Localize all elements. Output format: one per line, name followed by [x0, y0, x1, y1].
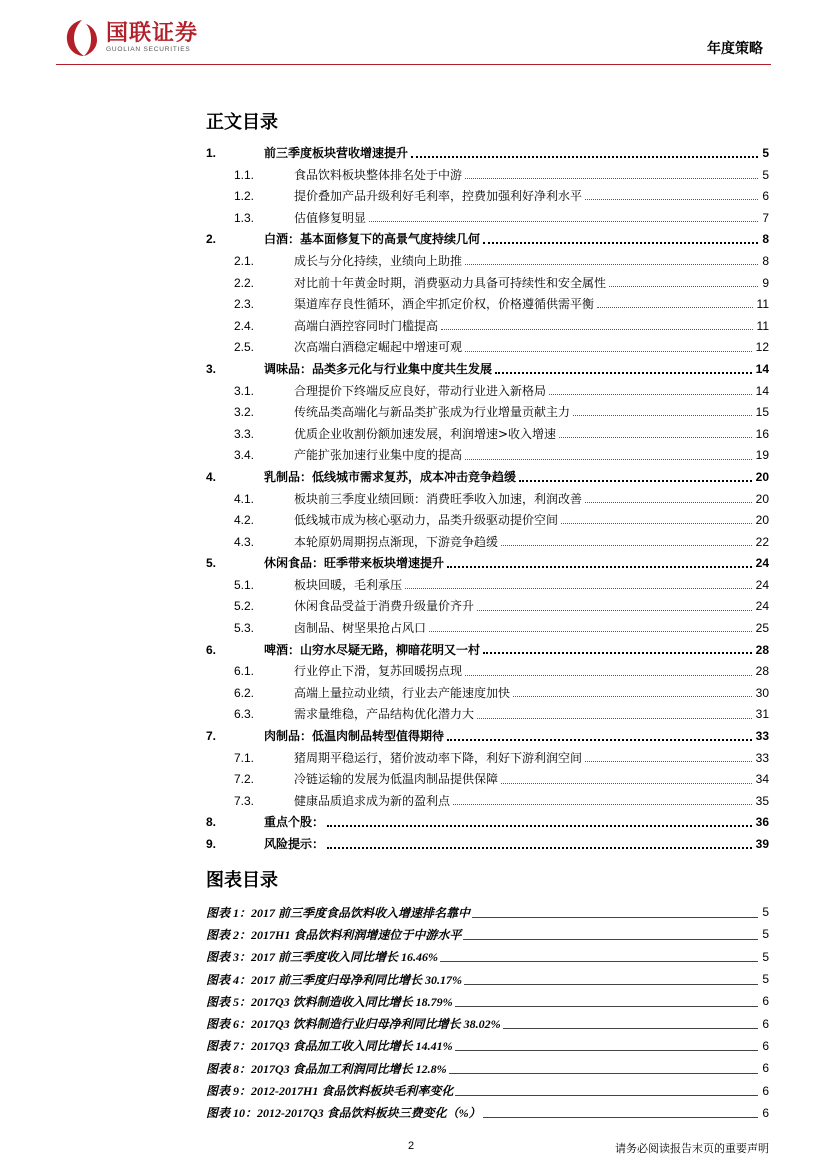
toc-number: 7.3.	[234, 793, 255, 808]
dot-leader	[447, 739, 752, 741]
dot-leader	[549, 394, 752, 395]
toc-subsection-entry[interactable]	[206, 748, 769, 770]
toc-page-number: 16	[756, 424, 769, 446]
dot-leader	[327, 825, 752, 827]
toc-page-number: 6	[762, 186, 769, 208]
toc-section-entry[interactable]	[206, 640, 769, 662]
toc-page-number: 36	[756, 812, 769, 834]
toc-subsection-entry[interactable]	[206, 381, 769, 403]
figure-page-number: 6	[762, 1105, 769, 1120]
toc-subsection-entry[interactable]	[206, 618, 769, 640]
dot-leader	[585, 199, 758, 200]
toc-number: 2.2.	[234, 275, 255, 290]
toc-page-number: 14	[756, 359, 769, 381]
toc-page-number: 25	[756, 618, 769, 640]
toc-page-number: 5	[762, 143, 769, 165]
toc-page-number: 22	[756, 532, 769, 554]
toc-page-number: 8	[762, 229, 769, 251]
toc-number: 9.	[206, 837, 217, 851]
figure-page-number: 6	[762, 1016, 769, 1031]
dot-leader	[465, 459, 752, 460]
toc-page-number: 11	[757, 294, 769, 316]
toc-page-number: 20	[756, 467, 769, 489]
figure-title: 图表 9：2012-2017H1 食品饮料板块毛利率变化	[206, 1084, 454, 1099]
toc-number: 3.3.	[234, 426, 255, 441]
logo-text-cn: 国联证券	[106, 21, 199, 46]
toc-page-number: 31	[756, 704, 769, 726]
toc-entry-title: 猪周期平稳运行，猪价波动率下降，利好下游利润空间	[294, 748, 585, 770]
toc-entry-title: 提价叠加产品升级利好毛利率，控费加强利好净利水平	[294, 186, 585, 208]
toc-number: 6.3.	[234, 707, 255, 722]
toc-page-number: 7	[762, 208, 769, 230]
figure-entry[interactable]	[206, 946, 769, 968]
toc-subsection-entry[interactable]	[206, 402, 769, 424]
toc-entry-title: 本轮原奶周期拐点渐现，下游竞争趋缓	[294, 532, 501, 554]
toc-page-number: 9	[762, 273, 769, 295]
dot-leader	[477, 610, 752, 611]
header-divider	[56, 64, 771, 65]
leader-line	[483, 1117, 759, 1118]
toc-entry-title: 板块前三季度业绩回顾：消费旺季收入加速，利润改善	[294, 489, 585, 511]
toc-page-number: 30	[756, 683, 769, 705]
toc-entry-title: 风险提示：	[264, 834, 327, 856]
toc-entry-title: 行业停止下滑，复苏回暖拐点现	[294, 661, 465, 683]
toc-entry-title: 休闲食品受益于消费升级量价齐升	[294, 596, 477, 618]
dot-leader	[609, 286, 758, 287]
toc-subsection-entry[interactable]	[206, 683, 769, 705]
toc-subsection-entry[interactable]	[206, 575, 769, 597]
dot-leader	[573, 415, 752, 416]
dot-leader	[483, 242, 758, 244]
figure-title: 图表 2：2017H1 食品饮料利润增速位于中游水平	[206, 927, 462, 942]
dot-leader	[501, 783, 752, 784]
toc-entry-title: 乳制品：低线城市需求复苏，成本冲击竞争趋缓	[264, 467, 519, 489]
toc-number: 6.	[206, 642, 217, 657]
toc-entry-title: 肉制品：低温肉制品转型值得期待	[264, 726, 447, 748]
toc-entry-title: 板块回暖，毛利承压	[294, 575, 405, 597]
toc-entry-title: 冷链运输的发展为低温肉制品提供保障	[294, 769, 501, 791]
dot-leader	[441, 329, 753, 330]
toc-page-number: 24	[756, 575, 769, 597]
toc-entry-title: 传统品类高端化与新品类扩张成为行业增量贡献主力	[294, 402, 573, 424]
toc-entry-title: 食品饮料板块整体排名处于中游	[294, 165, 465, 187]
figure-list-title: 图表目录	[206, 870, 278, 891]
toc-number: 2.	[206, 232, 217, 247]
toc-page-number: 28	[756, 661, 769, 683]
toc-number: 7.2.	[234, 772, 255, 787]
dot-leader	[477, 718, 752, 719]
figure-page-number: 6	[762, 994, 769, 1009]
leader-line	[472, 917, 758, 918]
toc-subsection-entry[interactable]	[206, 791, 769, 813]
toc-page-number: 8	[762, 251, 769, 273]
toc-number: 7.1.	[234, 750, 255, 765]
toc-entry-title: 成长与分化持续，业绩向上助推	[294, 251, 465, 273]
toc-number: 2.1.	[234, 253, 255, 268]
toc-number: 8.	[206, 815, 217, 830]
toc-number: 5.2.	[234, 599, 255, 614]
toc-number: 1.1.	[234, 167, 255, 182]
toc-title: 正文目录	[206, 112, 278, 133]
figure-title: 图表 10：2012-2017Q3 食品饮料板块三费变化（%）	[206, 1106, 481, 1121]
toc-section-entry[interactable]	[206, 143, 769, 165]
toc-entry-title: 前三季度板块营收增速提升	[264, 143, 411, 165]
page-number: 2	[408, 1140, 415, 1152]
toc-section-entry[interactable]	[206, 812, 769, 834]
dot-leader	[483, 652, 752, 654]
toc-subsection-entry[interactable]	[206, 424, 769, 446]
toc-number: 3.1.	[234, 383, 255, 398]
dot-leader	[465, 264, 758, 265]
figure-page-number: 6	[762, 1061, 769, 1076]
report-type: 年度策略	[707, 41, 763, 57]
toc-entry-title: 健康品质追求成为新的盈利点	[294, 791, 453, 813]
toc-number: 4.2.	[234, 513, 255, 528]
toc-number: 4.3.	[234, 534, 255, 549]
toc-list	[206, 143, 769, 856]
toc-entry-title: 调味品：品类多元化与行业集中度共生发展	[264, 359, 495, 381]
dot-leader	[501, 545, 752, 546]
toc-subsection-entry[interactable]	[206, 510, 769, 532]
figure-list	[206, 901, 769, 1124]
toc-section-entry[interactable]	[206, 229, 769, 251]
dot-leader	[453, 804, 752, 805]
toc-subsection-entry[interactable]	[206, 294, 769, 316]
figure-entry[interactable]	[206, 990, 769, 1012]
dot-leader	[585, 761, 752, 762]
toc-number: 1.	[206, 146, 217, 160]
toc-entry-title: 合理提价下终端反应良好，带动行业进入新格局	[294, 381, 549, 403]
figure-title: 图表 7：2017Q3 食品加工收入同比增长 14.41%	[206, 1039, 453, 1054]
toc-number: 4.	[206, 469, 217, 484]
toc-number: 1.3.	[234, 210, 255, 225]
dot-leader	[597, 307, 753, 308]
dot-leader	[561, 523, 752, 524]
figure-entry[interactable]	[206, 923, 769, 945]
toc-section-entry[interactable]	[206, 359, 769, 381]
figure-page-number: 5	[762, 949, 769, 964]
toc-page-number: 24	[756, 553, 769, 575]
toc-subsection-entry[interactable]	[206, 186, 769, 208]
figure-page-number: 6	[762, 1083, 769, 1098]
toc-entry-title: 需求量维稳，产品结构优化潜力大	[294, 704, 477, 726]
leader-line	[464, 984, 758, 985]
toc-page-number: 24	[756, 596, 769, 618]
toc-entry-title: 低线城市成为核心驱动力，品类升级驱动提价空间	[294, 510, 561, 532]
toc-entry-title: 渠道库存良性循环，酒企牢抓定价权，价格遵循供需平衡	[294, 294, 597, 316]
figure-title: 图表 1：2017 前三季度食品饮料收入增速排名靠中	[206, 905, 471, 920]
toc-section-entry[interactable]	[206, 726, 769, 748]
figure-entry[interactable]	[206, 1012, 769, 1034]
toc-section-entry[interactable]	[206, 553, 769, 575]
toc-page-number: 33	[756, 726, 769, 748]
leader-line	[463, 939, 758, 940]
toc-entry-title: 重点个股：	[264, 812, 327, 834]
toc-subsection-entry[interactable]	[206, 337, 769, 359]
disclaimer-note: 请务必阅读报告末页的重要声明	[615, 1142, 769, 1155]
toc-subsection-entry[interactable]	[206, 704, 769, 726]
toc-entry-title: 啤酒：山穷水尽疑无路，柳暗花明又一村	[264, 640, 483, 662]
toc-number: 5.	[206, 556, 217, 571]
toc-entry-title: 对比前十年黄金时期，消费驱动力具备可持续性和安全属性	[294, 273, 609, 295]
figure-entry[interactable]	[206, 901, 769, 923]
dot-leader	[447, 566, 752, 568]
dot-leader	[405, 588, 752, 589]
toc-entry-title: 休闲食品：旺季带来板块增速提升	[264, 553, 447, 575]
toc-page-number: 28	[756, 640, 769, 662]
toc-subsection-entry[interactable]	[206, 273, 769, 295]
dot-leader	[369, 221, 758, 222]
toc-page-number: 20	[756, 489, 769, 511]
toc-number: 3.4.	[234, 448, 255, 463]
dot-leader	[429, 631, 752, 632]
toc-number: 4.1.	[234, 491, 255, 506]
leader-line	[455, 1095, 758, 1096]
dot-leader	[465, 351, 752, 352]
dot-leader	[495, 372, 752, 374]
figure-entry[interactable]	[206, 1079, 769, 1101]
figure-page-number: 5	[762, 905, 769, 920]
toc-page-number: 15	[756, 402, 769, 424]
figure-entry[interactable]	[206, 1057, 769, 1079]
toc-subsection-entry[interactable]	[206, 445, 769, 467]
leader-line	[449, 1073, 759, 1074]
toc-subsection-entry[interactable]	[206, 661, 769, 683]
toc-subsection-entry[interactable]	[206, 165, 769, 187]
figure-title: 图表 6：2017Q3 饮料制造行业归母净利同比增长 38.02%	[206, 1017, 501, 1032]
toc-entry-title: 次高端白酒稳定崛起中增速可观	[294, 337, 465, 359]
toc-subsection-entry[interactable]	[206, 769, 769, 791]
figure-entry[interactable]	[206, 1102, 769, 1124]
toc-subsection-entry[interactable]	[206, 316, 769, 338]
leader-line	[503, 1028, 759, 1029]
dot-leader	[465, 178, 758, 179]
guolian-logo-icon	[64, 18, 100, 58]
toc-page-number: 12	[756, 337, 769, 359]
dot-leader	[559, 437, 752, 438]
figure-page-number: 5	[762, 972, 769, 987]
leader-line	[455, 1006, 759, 1007]
toc-page-number: 35	[756, 791, 769, 813]
toc-number: 1.2.	[234, 189, 255, 204]
toc-page-number: 19	[756, 445, 769, 467]
toc-subsection-entry[interactable]	[206, 489, 769, 511]
toc-entry-title: 白酒：基本面修复下的高景气度持续几何	[264, 229, 483, 251]
toc-page-number: 14	[756, 381, 769, 403]
dot-leader	[585, 502, 752, 503]
toc-subsection-entry[interactable]	[206, 532, 769, 554]
toc-entry-title: 产能扩张加速行业集中度的提高	[294, 445, 465, 467]
figure-page-number: 5	[762, 927, 769, 942]
toc-number: 7.	[206, 729, 217, 744]
toc-page-number: 5	[762, 165, 769, 187]
toc-number: 2.5.	[234, 340, 255, 355]
toc-number: 3.2.	[234, 405, 255, 420]
dot-leader	[519, 480, 752, 482]
figure-title: 图表 8：2017Q3 食品加工利润同比增长 12.8%	[206, 1061, 447, 1076]
figure-entry[interactable]	[206, 968, 769, 990]
toc-number: 6.1.	[234, 664, 255, 679]
toc-page-number: 11	[757, 316, 769, 338]
toc-number: 3.	[206, 361, 217, 376]
toc-number: 2.3.	[234, 297, 255, 312]
toc-entry-title: 卤制品、树坚果抢占风口	[294, 618, 429, 640]
leader-line	[440, 961, 758, 962]
toc-entry-title: 高端上量拉动业绩，行业去产能速度加快	[294, 683, 513, 705]
dot-leader	[411, 156, 758, 158]
dot-leader	[465, 675, 752, 676]
toc-subsection-entry[interactable]	[206, 208, 769, 230]
figure-entry[interactable]	[206, 1035, 769, 1057]
toc-section-entry[interactable]	[206, 467, 769, 489]
toc-section-entry[interactable]	[206, 834, 769, 856]
leader-line	[455, 1050, 759, 1051]
toc-page-number: 33	[756, 748, 769, 770]
dot-leader	[513, 696, 752, 697]
dot-leader	[327, 847, 752, 849]
toc-number: 5.1.	[234, 577, 255, 592]
toc-entry-title: 估值修复明显	[294, 208, 369, 230]
toc-number: 2.4.	[234, 318, 255, 333]
toc-entry-title: 优质企业收割份额加速发展，利润增速>收入增速	[294, 424, 559, 446]
toc-subsection-entry[interactable]	[206, 596, 769, 618]
company-logo	[64, 16, 198, 60]
toc-number: 6.2.	[234, 685, 255, 700]
toc-subsection-entry[interactable]	[206, 251, 769, 273]
toc-page-number: 39	[756, 834, 769, 856]
figure-title: 图表 4：2017 前三季度归母净利同比增长 30.17%	[206, 972, 462, 987]
figure-title: 图表 3：2017 前三季度收入同比增长 16.46%	[206, 950, 438, 965]
logo-text-en: GUOLIAN SECURITIES	[106, 46, 191, 53]
figure-title: 图表 5：2017Q3 饮料制造收入同比增长 18.79%	[206, 994, 453, 1009]
toc-page-number: 20	[756, 510, 769, 532]
toc-page-number: 34	[756, 769, 769, 791]
figure-page-number: 6	[762, 1038, 769, 1053]
toc-number: 5.3.	[234, 621, 255, 636]
toc-entry-title: 高端白酒控容同时门槛提高	[294, 316, 441, 338]
